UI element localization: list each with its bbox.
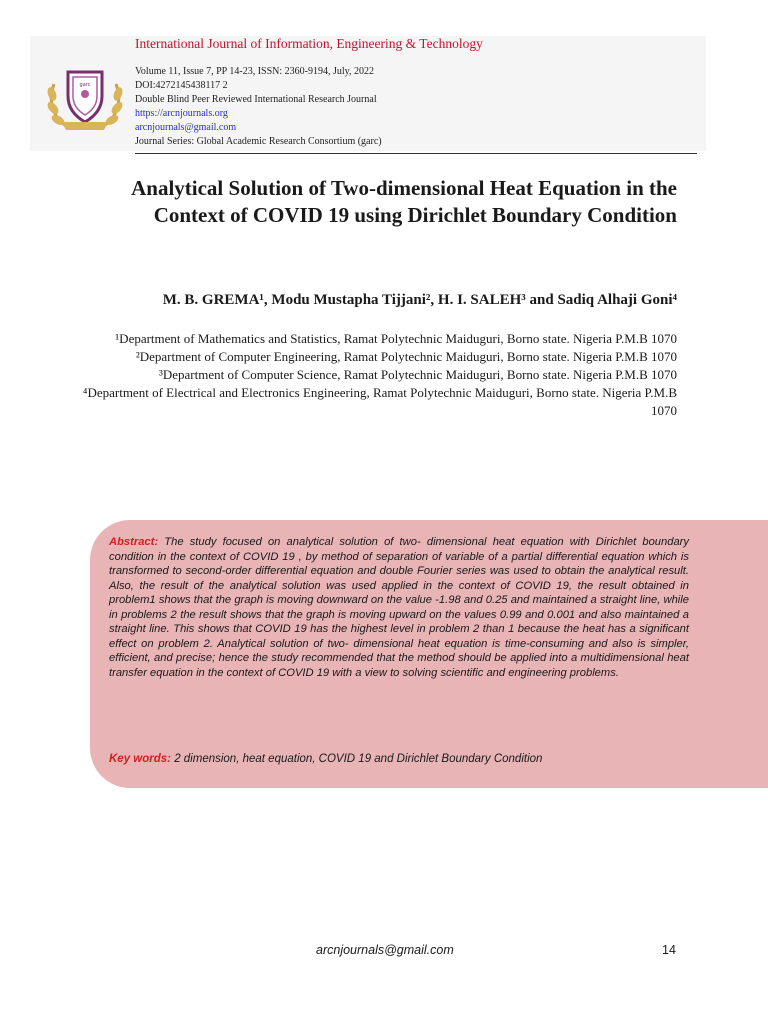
journal-title: International Journal of Information, Engineering & Technology (135, 36, 483, 51)
affiliation-1: ¹Department of Mathematics and Statistics, Ramat Polytechnic Maiduguri, Borno state. Nigeria P.M.B 1070 (115, 331, 677, 346)
affiliation-3: ³Department of Computer Science, Ramat Polytechnic Maiduguri, Borno state. Nigeria P.M.B 1070 (158, 367, 677, 382)
header-divider (135, 153, 697, 154)
page-number: 14 (662, 943, 676, 957)
abstract-body: The study focused on analytical solution of two- dimensional heat equation with Dirichlet boundary condition in the context of COVID 19 , by method of separation of variable of a partial differential equation which is transformed to second-order differential equation and double Fourier series was used to obtain the analytical result. Also, the result of the analytical solution was used applied in the context of COVID 19, the result obtained in problem1 shows that the graph is moving downward on the value -1.98 and 0.25 and maintained a straight line, while in problems 2 the result shows that the graph is moving upward on the values 0.99 and 0.001 and also maintained a straight line. This shows that COVID 19 has the highest level in problem 2 than 1 because the heat has a significant effect on problem 2. Analytical solution of two- dimensional heat equation is time-consuming and also is simpler, efficient, and precise; hence the study recommended that the method should be applied into a multidimensional heat transfer equation in the context of COVID 19 with a view to solving scientific and engineering problems. (109, 536, 689, 679)
meta-volume: Volume 11, Issue 7, PP 14-23, ISSN: 2360-9194, July, 2022 (135, 66, 374, 77)
keywords-body: 2 dimension, heat equation, COVID 19 and Dirichlet Boundary Condition (171, 753, 543, 765)
author-list: M. B. GREMA¹, Modu Mustapha Tijjani², H. I. SALEH³ and Sadiq Alhaji Goni⁴ (162, 292, 677, 308)
abstract (109, 535, 689, 680)
journal-website-link[interactable]: https://arcnjournals.org (135, 108, 228, 119)
journal-metadata (135, 65, 382, 149)
meta-series: Journal Series: Global Academic Research Consortium (garc) (135, 136, 382, 147)
meta-review-type: Double Blind Peer Reviewed International Research Journal (135, 94, 377, 105)
affiliations (60, 330, 677, 420)
journal-logo-icon (46, 66, 124, 134)
affiliation-2: ²Department of Computer Engineering, Ramat Polytechnic Maiduguri, Borno state. Nigeria P.M.B 1070 (135, 349, 677, 364)
keywords-label: Key words: (109, 753, 171, 765)
meta-doi: DOI:4272145438117 2 (135, 80, 228, 91)
svg-text:garc: garc (79, 82, 91, 88)
journal-email-link[interactable]: arcnjournals@gmail.com (135, 122, 237, 133)
keywords (109, 752, 689, 767)
affiliation-4: ⁴Department of Electrical and Electronics Engineering, Ramat Polytechnic Maiduguri, Borno state. Nigeria P.M.B 1070 (82, 385, 677, 418)
abstract-label: Abstract: (109, 536, 159, 548)
paper-title: Analytical Solution of Two-dimensional Heat Equation in the Context of COVID 19 using Dirichlet Boundary Condition (131, 176, 677, 227)
footer-email: arcnjournals@gmail.com (316, 943, 454, 957)
